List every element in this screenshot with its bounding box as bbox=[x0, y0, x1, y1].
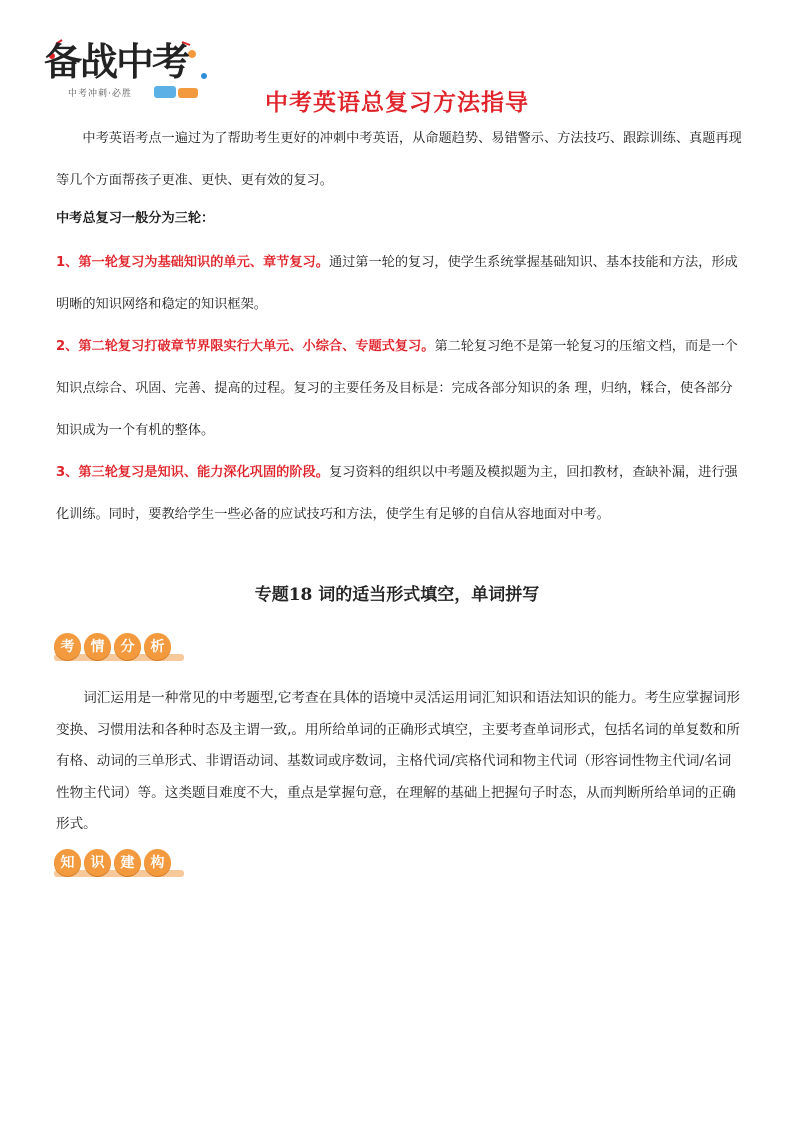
round3-label: 3、第三轮复习是知识、能力深化巩固的阶段。 bbox=[56, 465, 329, 480]
badge-char: 情 bbox=[84, 633, 111, 660]
badge-char: 考 bbox=[54, 633, 81, 660]
badge-char: 分 bbox=[114, 633, 141, 660]
intro-paragraph: 中考英语考点一遍过为了帮助考生更好的冲刺中考英语，从命题趋势、易错警示、方法技巧、跟踪训练、真题再现等几个方面帮孩子更准、更快、更有效的复习。 bbox=[56, 131, 742, 188]
analysis-paragraph: 词汇运用是一种常见的中考题型,它考查在具体的语境中灵活运用词汇知识和语法知识的能力。考生应掌握词形变换、习惯用法和各种时态及主谓一致,。用所给单词的正确形式填空，主要考查单词形式，包括名词的单复数和所有格、动词的三单形式、非谓语动词、基数词或序数词，主格代词/宾格代词和物主代词（形容词性物主代词/名词性物主代词）等。这类题目难度不大，重点是掌握句意，在理解的基础上把握句子时态，从而判断所给单词的正确形式。 bbox=[56, 690, 741, 832]
section-badge-knowledge bbox=[54, 842, 174, 882]
badge-char: 构 bbox=[144, 849, 171, 876]
section-badge-analysis bbox=[54, 626, 174, 666]
round2-label: 2、第二轮复习打破章节界限实行大单元、小综合、专题式复习。 bbox=[56, 339, 435, 354]
badge-char: 识 bbox=[84, 849, 111, 876]
round2-paragraph bbox=[56, 326, 742, 452]
logo-subtitle: 中考冲刺·必胜 bbox=[68, 89, 132, 99]
logo-brand: 备战中考 bbox=[44, 40, 189, 84]
badge-char: 知 bbox=[54, 849, 81, 876]
badge-char: 建 bbox=[114, 849, 141, 876]
round1-text: 通过第一轮的复习，使学生系统掌握基础知识、基本技能和方法，形成明晰的知识网络和稳定的知识框架。 bbox=[56, 255, 738, 312]
rounds-heading: 中考总复习一般分为三轮： bbox=[56, 211, 215, 226]
round3-paragraph bbox=[56, 452, 742, 536]
topic-title: 专题18 词的适当形式填空，单词拼写 bbox=[254, 585, 540, 605]
round3-text: 复习资料的组织以中考题及模拟题为主，回扣教材，查缺补漏，进行强化训练。同时，要教给学生一些必备的应试技巧和方法，使学生有足够的自信从容地面对中考。 bbox=[56, 465, 738, 522]
round2-text: 第二轮复习绝不是第一轮复习的压缩文档，而是一个知识点综合、巩固、完善、提高的过程。复习的主要任务及目标是：完成各部分知识的条 理，归纳，糅合，使各部分知识成为一个有机的整体。 bbox=[56, 339, 738, 438]
round1-label: 1、第一轮复习为基础知识的单元、章节复习。 bbox=[56, 255, 329, 270]
round1-paragraph bbox=[56, 242, 742, 326]
page-title: 中考英语总复习方法指导 bbox=[265, 90, 529, 116]
badge-char: 析 bbox=[144, 633, 171, 660]
